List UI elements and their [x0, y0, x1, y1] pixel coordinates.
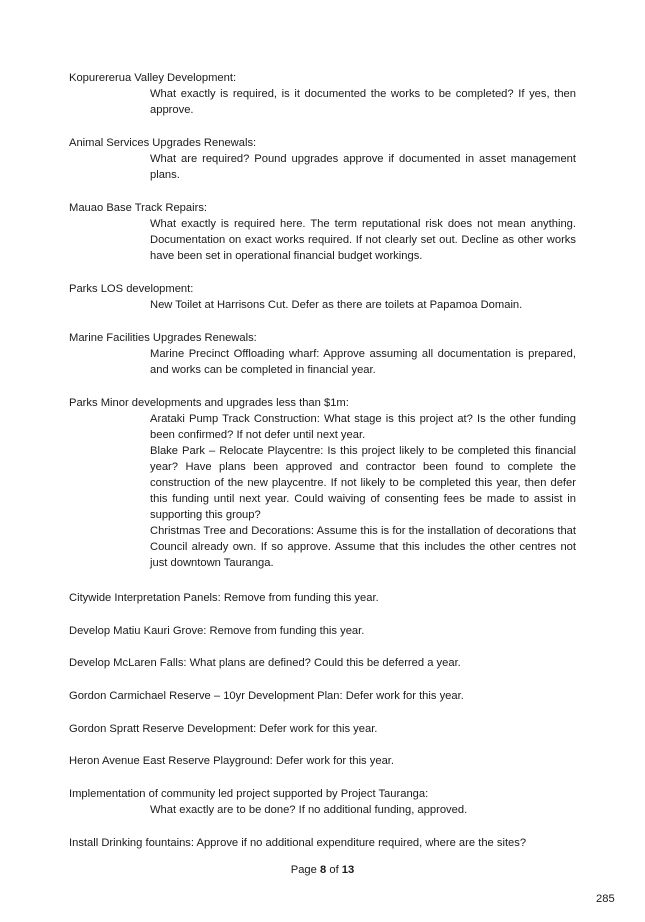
section-heading: Parks LOS development:: [69, 283, 194, 295]
line-item: Install Drinking fountains: Approve if no additional expenditure required, where are the sites?: [69, 837, 527, 849]
list-item: Christmas Tree and Decorations: Assume this is for the installation of decorations that Council already own. If so approve. Assume that this includes the other centres not just downtown Tauranga.: [150, 525, 576, 569]
section-body: What exactly is required here. The term reputational risk does not mean anything. Documentation on exact works required. If not clearly set out. Decline as other works have been set in operational financial budget workings.: [150, 218, 576, 262]
line-item: Gordon Spratt Reserve Development: Defer work for this year.: [69, 723, 378, 735]
line-item: Develop Matiu Kauri Grove: Remove from funding this year.: [69, 625, 365, 637]
page-number: 285: [596, 893, 615, 905]
section-heading: Parks Minor developments and upgrades less than $1m:: [69, 397, 349, 409]
line-item: Gordon Carmichael Reserve – 10yr Development Plan: Defer work for this year.: [69, 690, 464, 702]
footer-mid: of: [326, 864, 342, 876]
footer-current-page: 8: [320, 864, 327, 876]
section-body: New Toilet at Harrisons Cut. Defer as there are toilets at Papamoa Domain.: [150, 299, 523, 311]
section-heading: Marine Facilities Upgrades Renewals:: [69, 332, 257, 344]
page-footer: [0, 862, 645, 878]
section-heading: Kopurererua Valley Development:: [69, 72, 237, 84]
section-heading: Animal Services Upgrades Renewals:: [69, 137, 257, 149]
section-body: What exactly is required, is it documented the works to be completed? If yes, then approve.: [150, 88, 576, 116]
section-heading: Mauao Base Track Repairs:: [69, 202, 208, 214]
list-item: Blake Park – Relocate Playcentre: Is this project likely to be completed this financial year? Have plans been approved and contractor been found to complete the construction of the new playcentre. If not likely to be completed this year, then defer this funding until next year. Could waiving of consenting fees be made to assist in supporting this group?: [150, 445, 576, 521]
line-item: Citywide Interpretation Panels: Remove from funding this year.: [69, 592, 379, 604]
footer-prefix: Page: [290, 864, 320, 876]
list-item: Arataki Pump Track Construction: What stage is this project at? Is the other funding been confirmed? If not defer until next year.: [150, 413, 576, 441]
section-heading: Implementation of community led project supported by Project Tauranga:: [69, 788, 429, 800]
section-body: What are required? Pound upgrades approve if documented in asset management plans.: [150, 153, 576, 181]
line-item: Develop McLaren Falls: What plans are defined? Could this be deferred a year.: [69, 657, 461, 669]
footer-total-pages: 13: [341, 864, 355, 876]
line-item: Heron Avenue East Reserve Playground: Defer work for this year.: [69, 755, 395, 767]
section-body: Marine Precinct Offloading wharf: Approve assuming all documentation is prepared, and works can be completed in financial year.: [150, 348, 576, 376]
section-body: What exactly are to be done? If no additional funding, approved.: [150, 804, 468, 816]
